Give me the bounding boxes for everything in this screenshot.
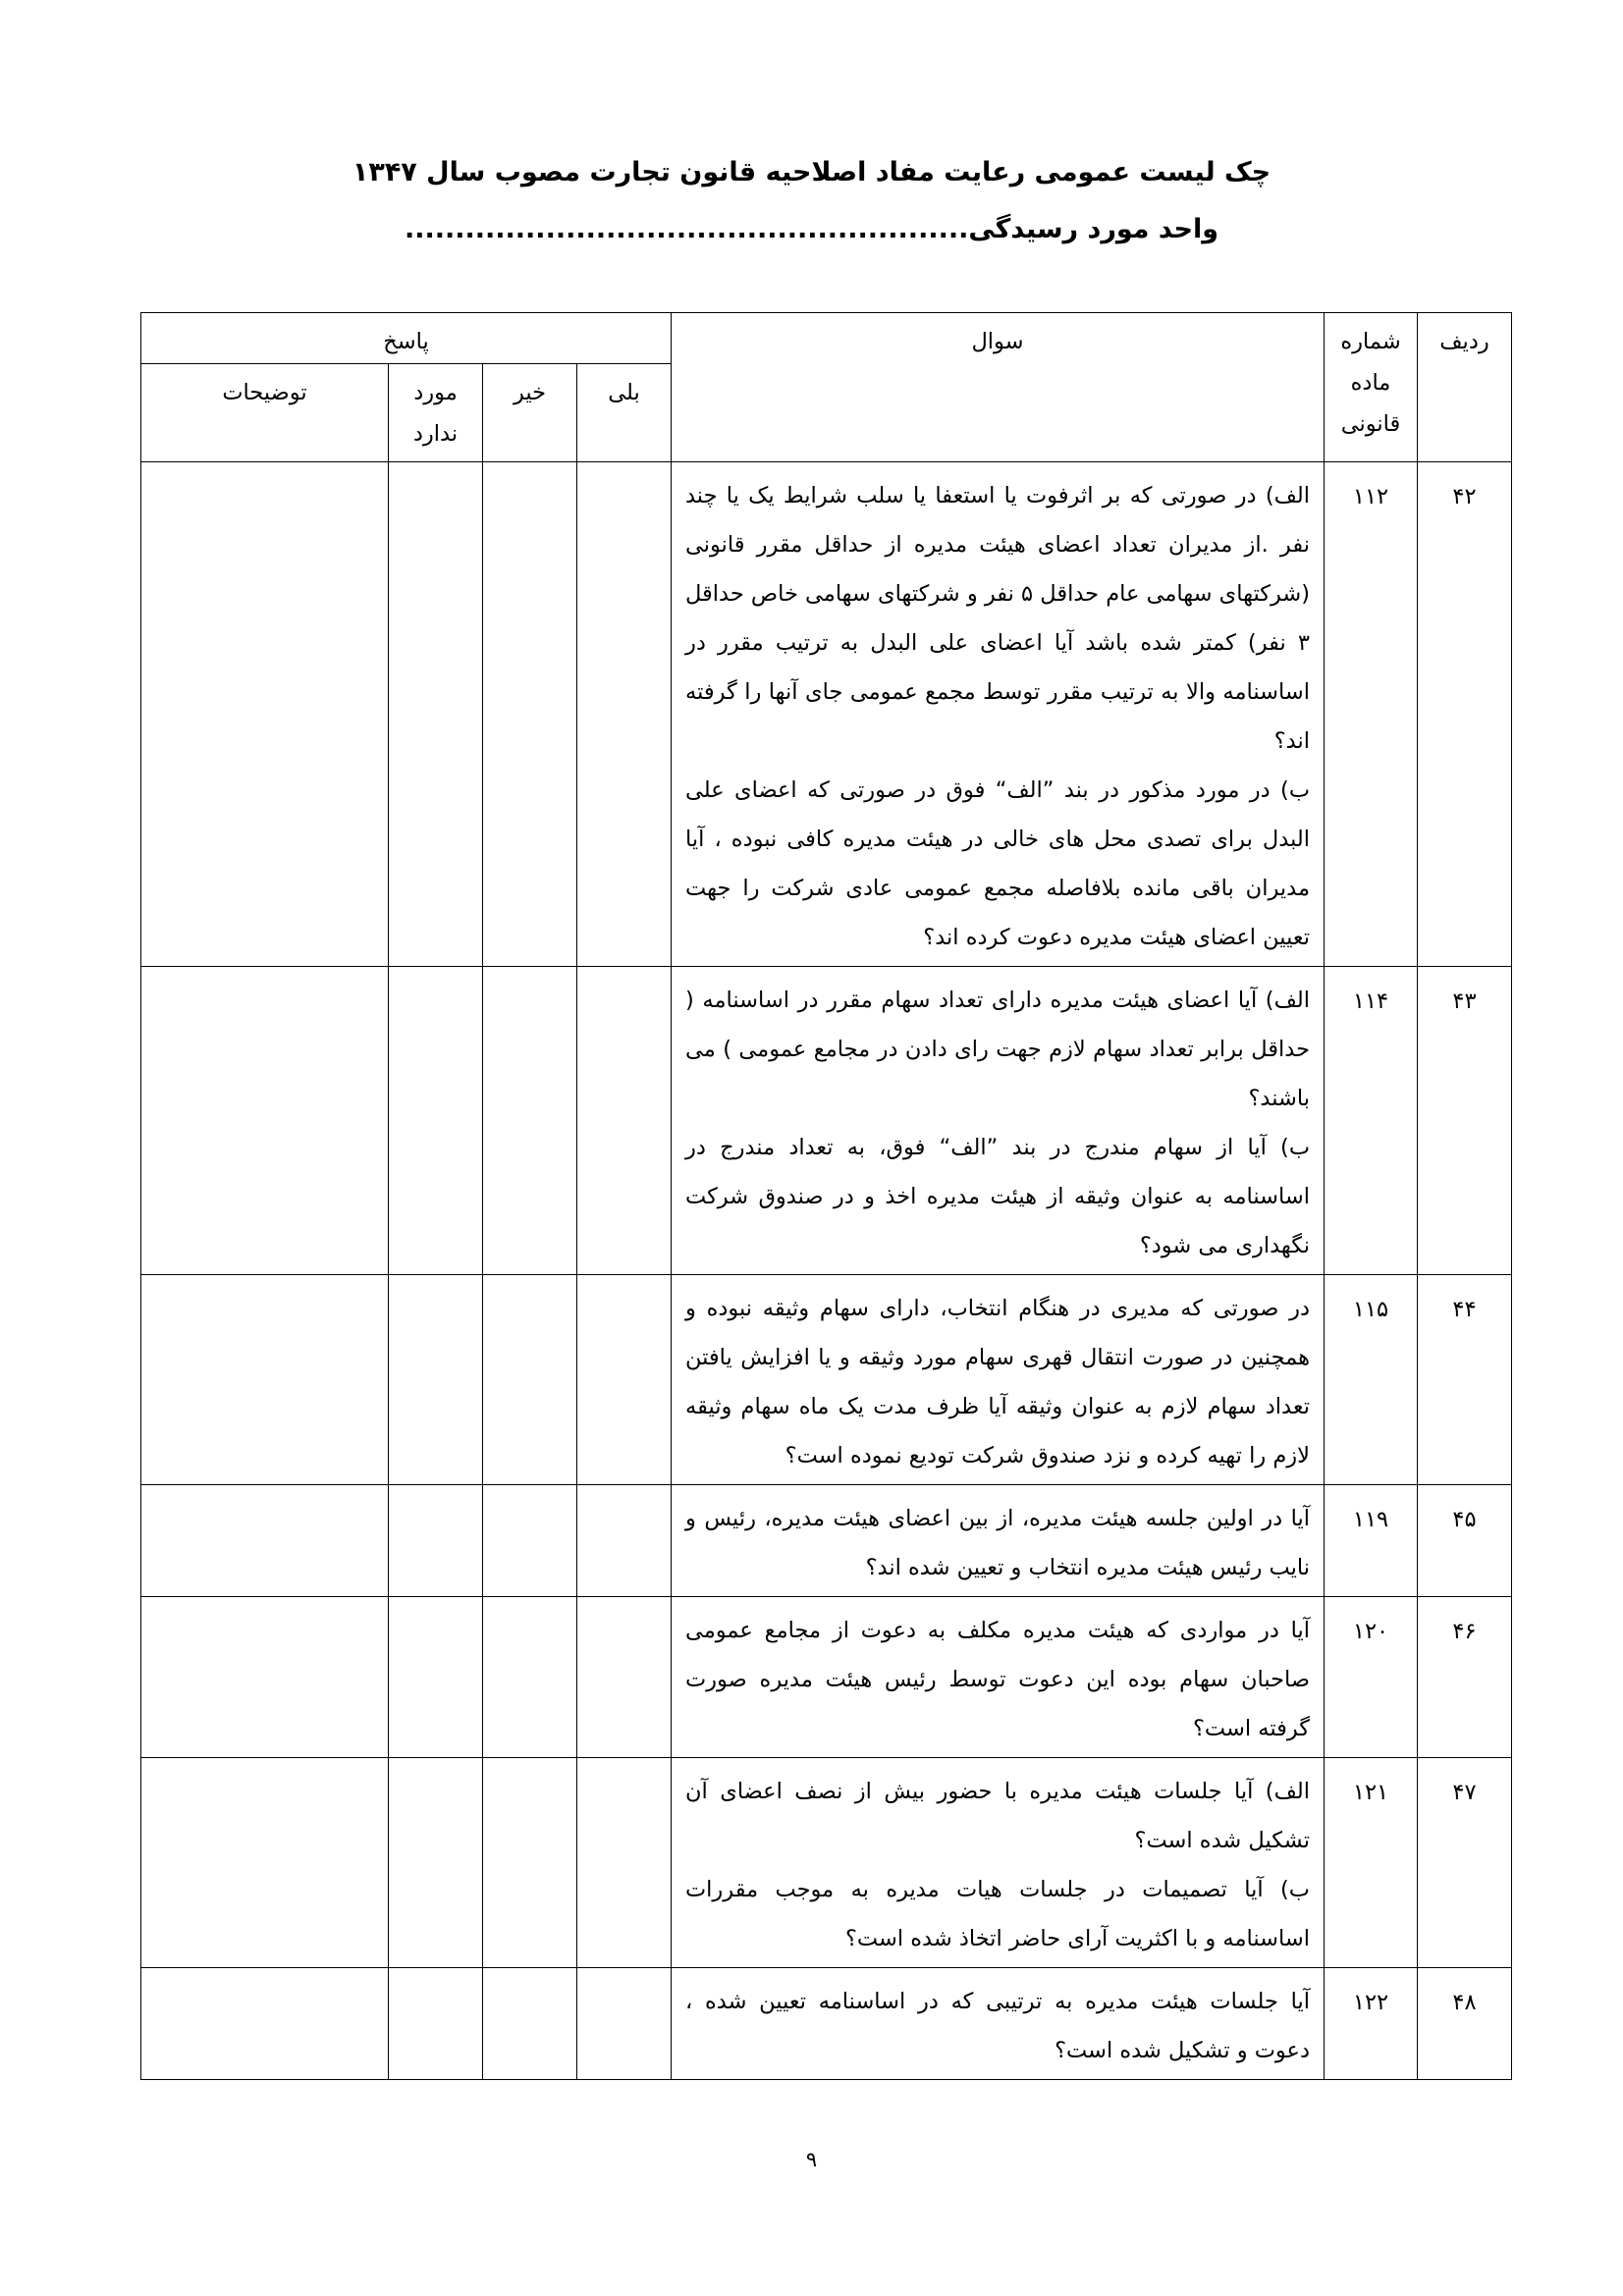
notes-cell[interactable] xyxy=(141,1485,389,1597)
header-yes: بلی xyxy=(577,364,672,462)
question-paragraph: آیا جلسات هیئت مدیره به ترتیبی که در اساسنامه تعیین شده ، دعوت و تشکیل شده است؟ xyxy=(685,1989,1310,2063)
notes-cell[interactable] xyxy=(141,1275,389,1485)
article-number-cell: ۱۱۵ xyxy=(1325,1275,1418,1485)
header-no: خیر xyxy=(483,364,577,462)
audited-unit-line: واحد مورد رسیدگی........................................................ xyxy=(404,214,1219,244)
page-title: چک لیست عمومی رعایت مفاد اصلاحیه قانون تجارت مصوب سال ۱۳۴۷ xyxy=(352,157,1271,187)
yes-answer-cell[interactable] xyxy=(577,1485,672,1597)
question-paragraph: ب) در مورد مذکور در بند ”الف“ فوق در صورتی که اعضای علی البدل برای تصدی محل های خالی در هیئت مدیره کافی نبوده ، آیا مدیران باقی مانده بلافاصله مجمع عمومی عادی شرکت را جهت تعیین اعضای هیئت مدیره دعوت کرده اند؟ xyxy=(685,777,1310,950)
not-applicable-cell[interactable] xyxy=(389,1597,483,1758)
row-number-cell: ۴۴ xyxy=(1418,1275,1512,1485)
question-paragraph: الف) در صورتی که بر اثرفوت یا استعفا یا سلب شرایط یک یا چند نفر .از مدیران تعداد اعضای هیئت مدیره از حداقل مقرر قانونی (شرکتهای سهامی عام حداقل ۵ نفر و شرکتهای سهامی خاص حداقل ۳ نفر) کمتر شده باشد آیا اعضای علی البدل به ترتیب مقرر در اساسنامه والا به ترتیب مقرر توسط مجمع عمومی جای آنها را گرفته اند؟ xyxy=(684,483,1310,754)
article-number-cell: ۱۱۹ xyxy=(1325,1485,1418,1597)
notes-cell[interactable] xyxy=(141,462,389,967)
question-cell xyxy=(672,1758,1325,1968)
question-paragraph: الف) آیا اعضای هیئت مدیره دارای تعداد سهام مقرر در اساسنامه ( حداقل برابر تعداد سهام لازم جهت رای دادن در مجامع عمومی ) می باشند؟ xyxy=(685,988,1310,1111)
question-cell xyxy=(672,462,1325,967)
not-applicable-cell[interactable] xyxy=(389,967,483,1275)
no-answer-cell[interactable] xyxy=(483,1597,577,1758)
table-row xyxy=(141,1485,1512,1597)
article-number-cell: ۱۱۲ xyxy=(1325,462,1418,967)
table-row xyxy=(141,967,1512,1275)
header-question: سوال xyxy=(672,313,1325,462)
question-paragraph: در صورتی که مدیری در هنگام انتخاب، دارای سهام وثیقه نبوده و همچنین در صورت انتقال قهری سهام مورد وثیقه و یا افزایش یافتن تعداد سهام لازم به عنوان وثیقه آیا ظرف مدت یک ماه سهام وثیقه لازم را تهیه کرده و نزد صندوق شرکت تودیع نموده است؟ xyxy=(685,1296,1310,1468)
row-number-cell: ۴۷ xyxy=(1418,1758,1512,1968)
table-row xyxy=(141,1597,1512,1758)
not-applicable-cell[interactable] xyxy=(389,462,483,967)
no-answer-cell[interactable] xyxy=(483,967,577,1275)
notes-cell[interactable] xyxy=(141,1968,389,2080)
table-row xyxy=(141,462,1512,967)
header-answer: پاسخ xyxy=(141,313,672,364)
yes-answer-cell[interactable] xyxy=(577,1275,672,1485)
question-cell xyxy=(672,1968,1325,2080)
yes-answer-cell[interactable] xyxy=(577,1758,672,1968)
table-row xyxy=(141,1758,1512,1968)
question-cell xyxy=(672,967,1325,1275)
question-paragraph: آیا در اولین جلسه هیئت مدیره، از بین اعضای هیئت مدیره، رئیس و نایب رئیس هیئت مدیره انتخاب و تعیین شده اند؟ xyxy=(685,1506,1310,1580)
row-number-cell: ۴۶ xyxy=(1418,1597,1512,1758)
checklist-body xyxy=(141,462,1512,2080)
row-number-cell: ۴۵ xyxy=(1418,1485,1512,1597)
question-cell xyxy=(672,1597,1325,1758)
article-number-cell: ۱۲۱ xyxy=(1325,1758,1418,1968)
article-number-cell: ۱۲۰ xyxy=(1325,1597,1418,1758)
not-applicable-cell[interactable] xyxy=(389,1758,483,1968)
question-paragraph: الف) آیا جلسات هیئت مدیره با حضور بیش از نصف اعضای آن تشکیل شده است؟ xyxy=(685,1779,1310,1853)
no-answer-cell[interactable] xyxy=(483,1485,577,1597)
question-paragraph: ب) آیا از سهام مندرج در بند ”الف“ فوق، به تعداد مندرج در اساسنامه به عنوان وثیقه از هیئت مدیره اخذ و در صندوق شرکت نگهداری می شود؟ xyxy=(685,1135,1310,1258)
article-number-cell: ۱۱۴ xyxy=(1325,967,1418,1275)
yes-answer-cell[interactable] xyxy=(577,967,672,1275)
notes-cell[interactable] xyxy=(141,967,389,1275)
table-row xyxy=(141,1968,1512,2080)
not-applicable-cell[interactable] xyxy=(389,1485,483,1597)
question-cell xyxy=(672,1485,1325,1597)
row-number-cell: ۴۳ xyxy=(1418,967,1512,1275)
header-not-applicable: مورد ندارد xyxy=(389,364,483,462)
checklist-table xyxy=(140,312,1512,2080)
no-answer-cell[interactable] xyxy=(483,1758,577,1968)
page-number: ۹ xyxy=(805,2148,818,2171)
yes-answer-cell[interactable] xyxy=(577,1597,672,1758)
not-applicable-cell[interactable] xyxy=(389,1275,483,1485)
header-row-number: ردیف xyxy=(1418,313,1512,462)
not-applicable-cell[interactable] xyxy=(389,1968,483,2080)
no-answer-cell[interactable] xyxy=(483,1968,577,2080)
notes-cell[interactable] xyxy=(141,1597,389,1758)
question-paragraph: ب) آیا تصمیمات در جلسات هیات مدیره به موجب مقررات اساسنامه و با اکثریت آرای حاضر اتخاذ شده است؟ xyxy=(685,1877,1310,1951)
row-number-cell: ۴۸ xyxy=(1418,1968,1512,2080)
no-answer-cell[interactable] xyxy=(483,1275,577,1485)
yes-answer-cell[interactable] xyxy=(577,1968,672,2080)
no-answer-cell[interactable] xyxy=(483,462,577,967)
question-cell xyxy=(672,1275,1325,1485)
yes-answer-cell[interactable] xyxy=(577,462,672,967)
question-paragraph: آیا در مواردی که هیئت مدیره مکلف به دعوت از مجامع عمومی صاحبان سهام بوده این دعوت توسط رئیس هیئت مدیره صورت گرفته است؟ xyxy=(685,1618,1310,1741)
table-row xyxy=(141,1275,1512,1485)
header-notes: توضیحات xyxy=(141,364,389,462)
article-number-cell: ۱۲۲ xyxy=(1325,1968,1418,2080)
header-article-number: شماره ماده قانونی xyxy=(1325,313,1418,462)
row-number-cell: ۴۲ xyxy=(1418,462,1512,967)
notes-cell[interactable] xyxy=(141,1758,389,1968)
